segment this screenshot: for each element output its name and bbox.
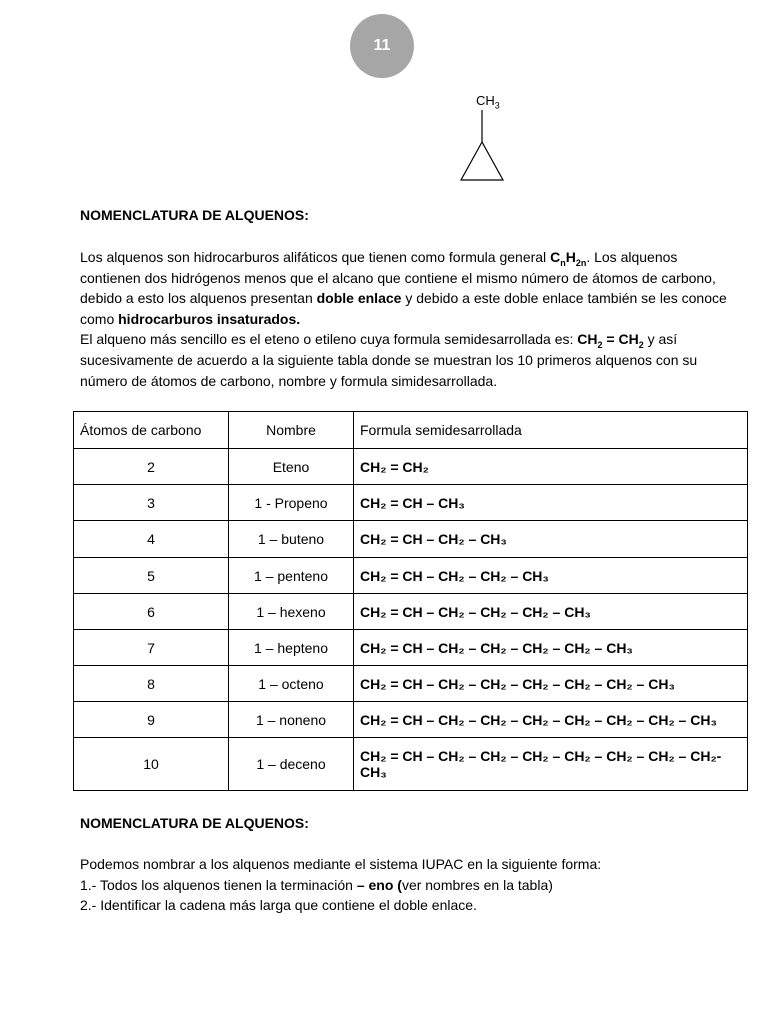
alkene-name-cell: 1 - Propeno bbox=[229, 485, 354, 521]
formula-cell: CH₂ = CH – CH₃ bbox=[354, 485, 748, 521]
table-row bbox=[74, 449, 748, 485]
table-row bbox=[74, 630, 748, 666]
table-row bbox=[74, 666, 748, 702]
carbon-count-cell: 5 bbox=[74, 558, 229, 594]
formula-cell: CH₂ = CH₂ bbox=[354, 449, 748, 485]
formula-cell: CH₂ = CH – CH₂ – CH₂ – CH₂ – CH₃ bbox=[354, 594, 748, 630]
methylcyclopropane-structure bbox=[450, 90, 520, 190]
alkenes-table bbox=[73, 411, 748, 791]
carbon-count-cell: 10 bbox=[74, 738, 229, 791]
table-row bbox=[74, 558, 748, 594]
iupac-paragraph: Podemos nombrar a los alquenos mediante el sistema IUPAC en la siguiente forma: 1.- Todos los alquenos tienen la terminación – eno (ver nombres en la tabla) 2.- Identificar la cadena más larga que contiene el doble enlace. bbox=[80, 856, 602, 914]
formula-cell: CH₂ = CH – CH₂ – CH₃ bbox=[354, 521, 748, 558]
table-row bbox=[74, 702, 748, 738]
carbon-count-cell: 3 bbox=[74, 485, 229, 521]
header-formula: Formula semidesarrollada bbox=[354, 412, 748, 449]
alkene-name-cell: 1 – hexeno bbox=[229, 594, 354, 630]
alkene-name-cell: 1 – buteno bbox=[229, 521, 354, 558]
page-number-badge bbox=[350, 14, 414, 78]
table-header-row bbox=[74, 412, 748, 449]
table-row bbox=[74, 594, 748, 630]
alkene-name-cell: Eteno bbox=[229, 449, 354, 485]
header-carbons: Átomos de carbono bbox=[74, 412, 229, 449]
formula-cell: CH₂ = CH – CH₂ – CH₂ – CH₂ – CH₂ – CH₂ – CH₂ – CH₃ bbox=[354, 702, 748, 738]
carbon-count-cell: 7 bbox=[74, 630, 229, 666]
formula-cell: CH₂ = CH – CH₂ – CH₂ – CH₂ – CH₂ – CH₂ – CH₃ bbox=[354, 666, 748, 702]
table-row bbox=[74, 738, 748, 791]
carbon-count-cell: 9 bbox=[74, 702, 229, 738]
header-name: Nombre bbox=[229, 412, 354, 449]
carbon-count-cell: 2 bbox=[74, 449, 229, 485]
section-heading-2: NOMENCLATURA DE ALQUENOS: bbox=[80, 815, 309, 831]
alkene-name-cell: 1 – octeno bbox=[229, 666, 354, 702]
section-heading-1: NOMENCLATURA DE ALQUENOS: bbox=[80, 207, 309, 223]
alkene-name-cell: 1 – noneno bbox=[229, 702, 354, 738]
table-row bbox=[74, 521, 748, 558]
methyl-label: $CH_3$ bbox=[476, 93, 500, 111]
alkene-name-cell: 1 – hepteno bbox=[229, 630, 354, 666]
table-row bbox=[74, 485, 748, 521]
intro-paragraph: Los alquenos son hidrocarburos alifáticos que tienen como formula general $C_nH_{2n}$. Los alquenos contienen dos hidrógenos menos que el alcano que contiene el mismo número de átomos de carbono, debido a esto los alquenos presentan doble enlace y debido a este doble enlace también se les conoce como hidrocarburos insaturados. El alqueno más sencillo es el eteno o etileno cuya formula semidesarrollada es: $CH_2 = CH_2$ y así sucesivamente de acuerdo a la siguiente tabla donde se muestran los 10 primeros alquenos con su número de átomos de carbono, nombre y formula simidesarrollada. bbox=[80, 249, 727, 389]
carbon-count-cell: 8 bbox=[74, 666, 229, 702]
carbon-count-cell: 6 bbox=[74, 594, 229, 630]
alkene-name-cell: 1 – deceno bbox=[229, 738, 354, 791]
carbon-count-cell: 4 bbox=[74, 521, 229, 558]
formula-cell: CH₂ = CH – CH₂ – CH₂ – CH₂ – CH₂ – CH₃ bbox=[354, 630, 748, 666]
formula-cell: CH₂ = CH – CH₂ – CH₂ – CH₂ – CH₂ – CH₂ – CH₂ – CH₂- CH₃ bbox=[354, 738, 748, 791]
alkene-name-cell: 1 – penteno bbox=[229, 558, 354, 594]
formula-cell: CH₂ = CH – CH₂ – CH₂ – CH₃ bbox=[354, 558, 748, 594]
page-number: 11 bbox=[373, 37, 391, 54]
